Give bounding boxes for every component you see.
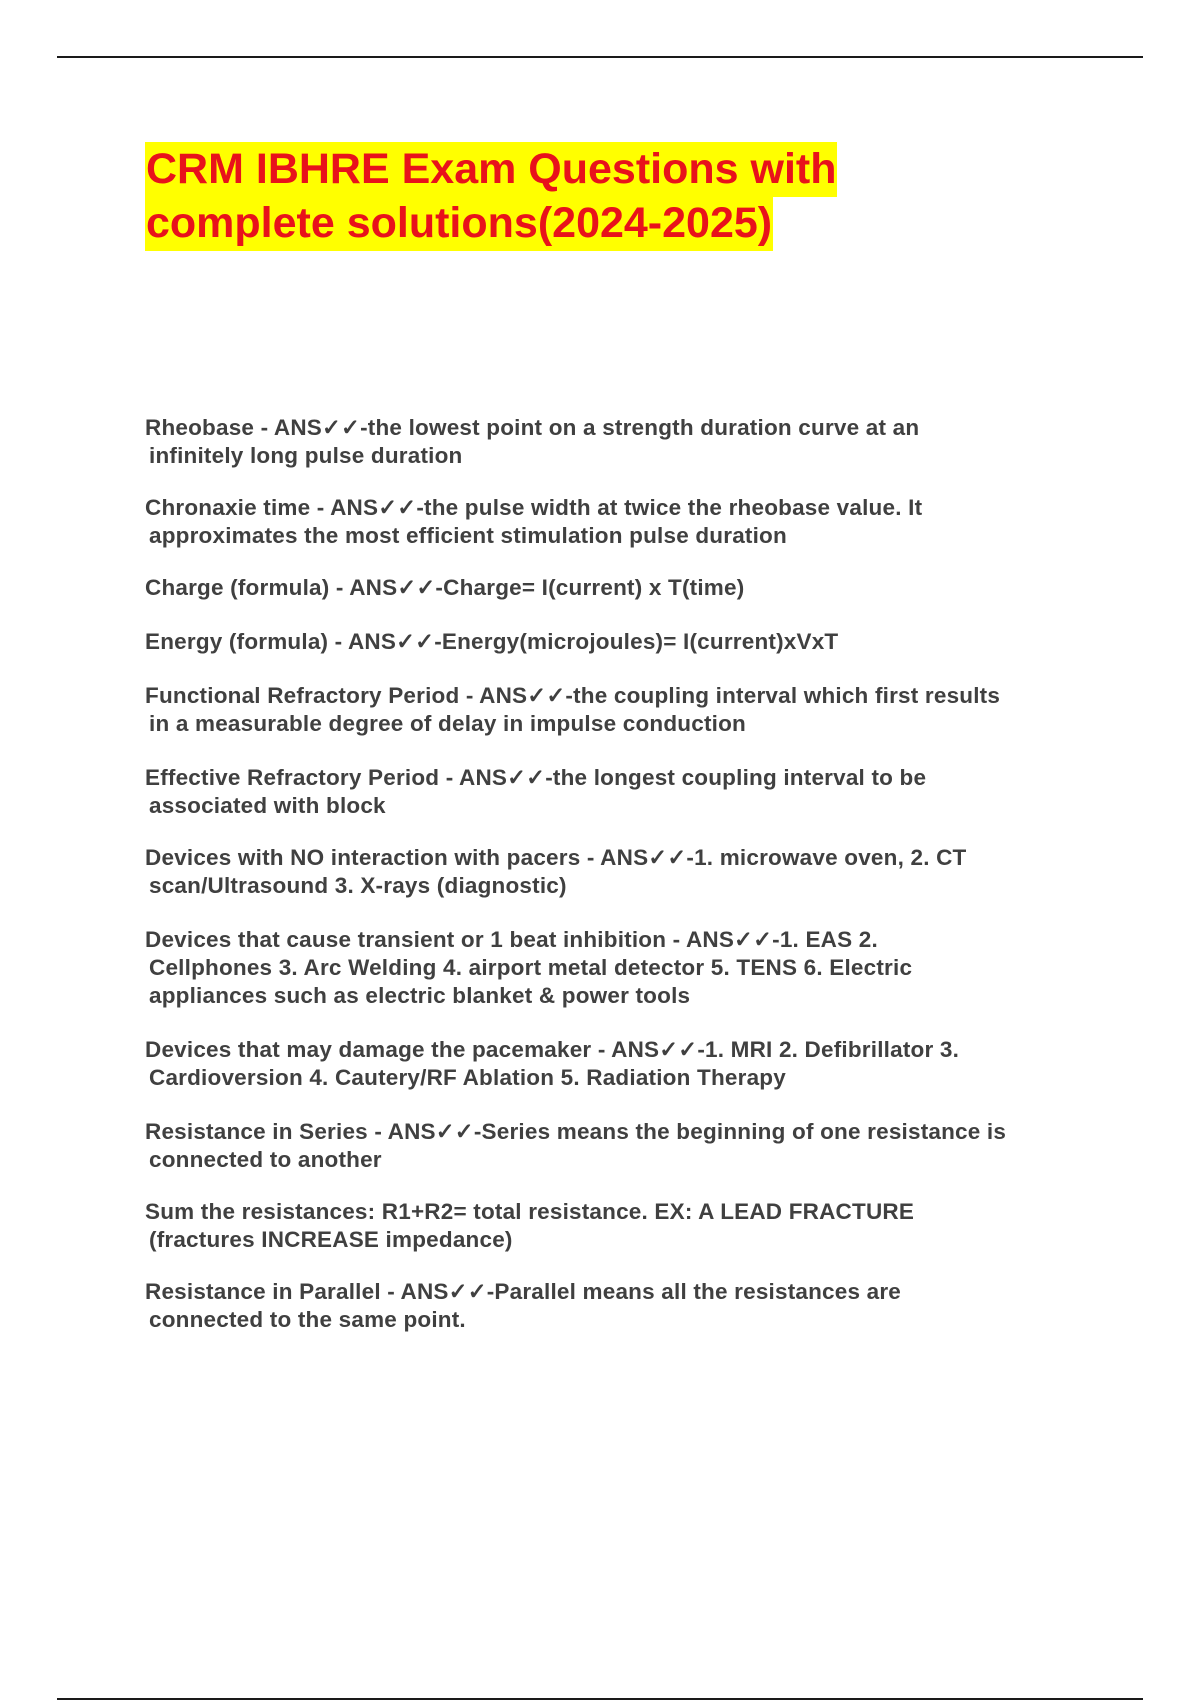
qa-item — [145, 628, 1095, 656]
qa-item-line: Rheobase - ANS✓✓-the lowest point on a strength duration curve at an — [145, 415, 920, 440]
qa-item — [145, 1036, 1095, 1092]
qa-item-continuation: approximates the most efficient stimulation pulse duration — [149, 523, 787, 548]
qa-item — [145, 494, 1095, 550]
qa-item-line: Resistance in Parallel - ANS✓✓-Parallel means all the resistances are — [145, 1279, 902, 1304]
qa-list — [145, 414, 1095, 1334]
qa-item-continuation: in a measurable degree of delay in impulse conduction — [149, 711, 746, 736]
qa-item-continuation: Cellphones 3. Arc Welding 4. airport metal detector 5. TENS 6. Electric — [149, 955, 913, 980]
qa-item — [145, 682, 1095, 738]
qa-item-continuation: associated with block — [149, 793, 386, 818]
qa-item-line: Devices that cause transient or 1 beat inhibition - ANS✓✓-1. EAS 2. — [145, 927, 878, 952]
qa-item — [145, 414, 1095, 470]
qa-item-line: Functional Refractory Period - ANS✓✓-the coupling interval which first results — [145, 683, 1001, 708]
qa-item-continuation: connected to another — [149, 1147, 382, 1172]
qa-item — [145, 844, 1095, 900]
qa-item-line: Devices with NO interaction with pacers - ANS✓✓-1. microwave oven, 2. CT — [145, 845, 967, 870]
top-rule — [57, 56, 1143, 58]
document-title — [145, 142, 1045, 250]
title-line-1: CRM IBHRE Exam Questions with — [145, 142, 837, 197]
title-line-2: complete solutions(2024-2025) — [145, 196, 773, 251]
qa-item — [145, 1278, 1095, 1334]
qa-item-line: Chronaxie time - ANS✓✓-the pulse width at twice the rheobase value. It — [145, 495, 923, 520]
qa-item-line: Resistance in Series - ANS✓✓-Series means the beginning of one resistance is — [145, 1119, 1007, 1144]
qa-item-continuation: Cardioversion 4. Cautery/RF Ablation 5. Radiation Therapy — [149, 1065, 786, 1090]
qa-item-line: Sum the resistances: R1+R2= total resistance. EX: A LEAD FRACTURE — [145, 1199, 915, 1224]
qa-item-line: Energy (formula) - ANS✓✓-Energy(microjoules)= I(current)xVxT — [145, 629, 839, 654]
qa-item — [145, 1118, 1095, 1174]
qa-item — [145, 764, 1095, 820]
qa-item — [145, 1198, 1095, 1254]
qa-item-continuation: (fractures INCREASE impedance) — [149, 1227, 513, 1252]
qa-item-line: Charge (formula) - ANS✓✓-Charge= I(current) x T(time) — [145, 575, 745, 600]
qa-item-continuation: connected to the same point. — [149, 1307, 466, 1332]
qa-item-continuation: scan/Ultrasound 3. X-rays (diagnostic) — [149, 873, 567, 898]
qa-item-continuation: infinitely long pulse duration — [149, 443, 463, 468]
qa-item — [145, 926, 1095, 1010]
qa-item — [145, 574, 1095, 602]
qa-item-line: Effective Refractory Period - ANS✓✓-the longest coupling interval to be — [145, 765, 927, 790]
qa-item-continuation: appliances such as electric blanket & power tools — [149, 983, 691, 1008]
qa-item-line: Devices that may damage the pacemaker - ANS✓✓-1. MRI 2. Defibrillator 3. — [145, 1037, 960, 1062]
